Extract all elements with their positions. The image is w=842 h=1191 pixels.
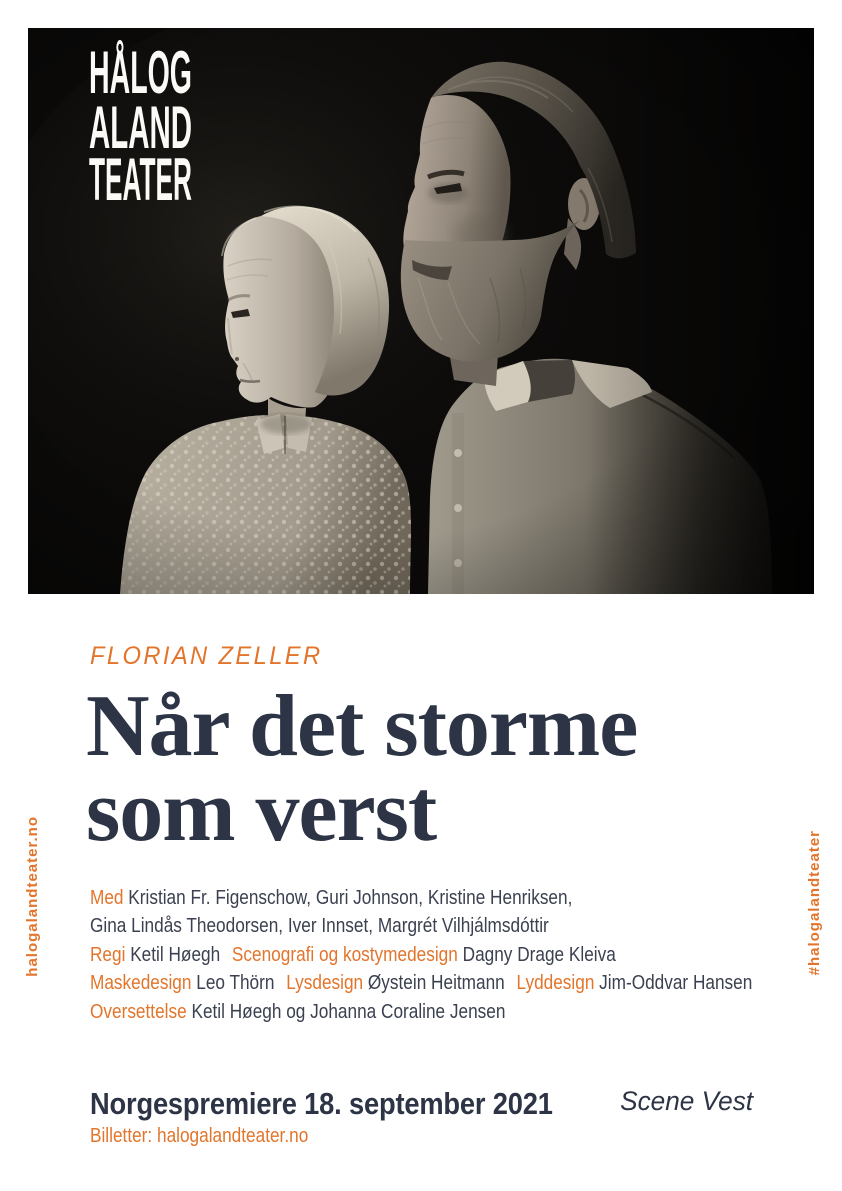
play-title [86,678,638,860]
credit-text: Dagny Drage Kleiva [462,942,616,966]
author-name: FLORIAN ZELLER [90,642,323,670]
premiere-date: Norgespremiere 18. september 2021 [90,1086,553,1121]
logo-line: ALAND [89,94,192,161]
premiere-row [90,1086,753,1122]
credit-text: Ketil Høegh [130,942,221,966]
logo-line: HÅLOG [89,39,192,106]
right-vertical-hashtag: #halogalandteater [806,830,823,976]
credit-text: Leo Thörn [196,971,275,995]
tickets-info: Billetter: halogalandteater.no [90,1124,309,1147]
credit-label: Lysdesign [286,971,368,995]
theater-logo [89,39,192,213]
logo-line: TEATER [89,146,192,213]
credit-label: Med [90,886,129,909]
credit-text: Kristian Fr. Figenschow, Guri Johnson, Kristine Henriksen, [128,886,573,909]
credit-line [90,969,842,997]
credit-text: Jim-Oddvar Hansen [599,971,753,995]
venue-name: Scene Vest [619,1086,753,1116]
title-line-2: som verst [86,763,437,860]
credit-label: Regi [90,942,131,966]
credit-label: Maskedesign [90,971,197,995]
credit-label: Scenografi og kostymedesign [231,942,463,966]
credit-line [90,884,842,912]
credit-text: Gina Lindås Theodorsen, Iver Innset, Margrét Vilhjálmsdóttir [90,914,549,938]
portrait-photo-art [28,28,814,594]
credit-label: Oversettelse [90,999,192,1023]
credit-line [90,941,842,969]
credit-label: Lyddesign [516,971,600,995]
credits-block [90,884,842,1026]
left-vertical-url: halogalandteater.no [24,816,41,977]
credit-text: Øystein Heitmann [367,971,505,995]
credit-line [90,998,842,1026]
title-line-1: Når det storme [86,678,638,775]
credit-text: Ketil Høegh og Johanna Coraline Jensen [191,999,506,1023]
production-photo [28,28,814,594]
credit-line [90,912,842,940]
